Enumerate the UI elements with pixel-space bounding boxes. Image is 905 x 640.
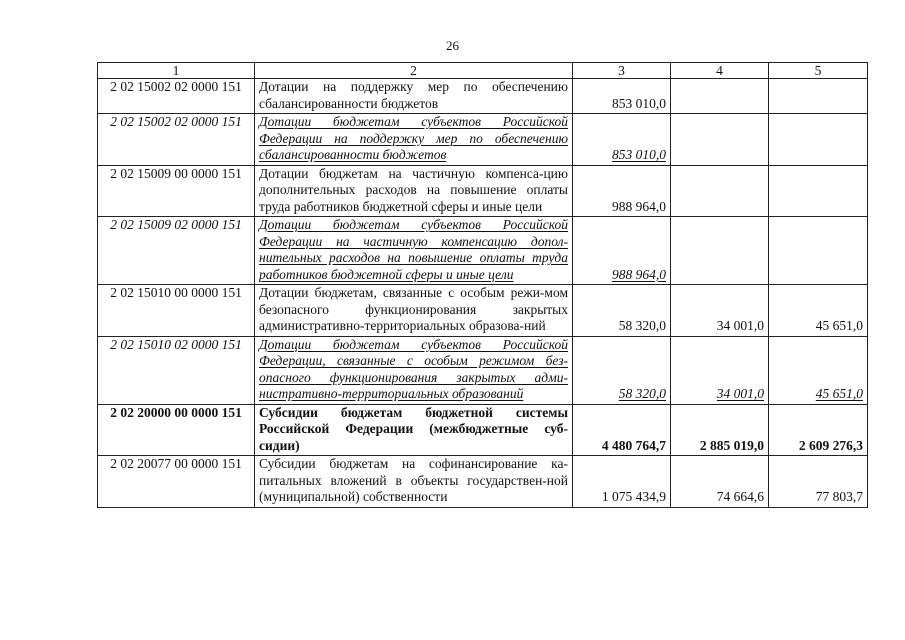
row-value-col3-text: 1 075 434,9	[601, 489, 666, 504]
row-value-col3	[573, 336, 671, 404]
row-name-cell	[255, 217, 573, 285]
row-code-cell-text: 2 02 15002 02 0000 151	[110, 114, 242, 129]
row-value-col3-text: 988 964,0	[612, 266, 666, 282]
row-name-cell-text: Субсидии бюджетам бюджетной системы Российской Федерации (межбюджетные суб-сидии)	[259, 404, 568, 453]
table-row	[98, 285, 868, 337]
row-value-col5-text: 45 651,0	[815, 386, 863, 401]
row-code-cell	[98, 165, 255, 217]
table-row	[98, 336, 868, 404]
row-value-col3	[573, 165, 671, 217]
row-name-cell	[255, 336, 573, 404]
row-value-col5-text: 45 651,0	[815, 318, 863, 333]
row-value-col5	[769, 404, 868, 456]
row-code-cell-text: 2 02 15002 02 0000 151	[110, 79, 242, 94]
table-row	[98, 165, 868, 217]
row-code-cell	[98, 336, 255, 404]
row-value-col3-text: 853 010,0	[612, 147, 666, 162]
row-value-col4	[671, 336, 769, 404]
row-value-col3-text: 853 010,0	[612, 95, 666, 111]
row-code-cell	[98, 79, 255, 114]
row-value-col5	[769, 79, 868, 114]
row-value-col3	[573, 114, 671, 166]
row-value-col3	[573, 79, 671, 114]
row-code-cell-text: 2 02 20077 00 0000 151	[110, 456, 242, 471]
row-name-cell-text: Дотации бюджетам субъектов Российской Федерации на частичную компенсацию допол-нительных расходов на повышение оплаты труда работников бюджетной сферы и иные цели	[259, 217, 568, 282]
row-name-cell	[255, 79, 573, 114]
row-name-cell-text: Дотации бюджетам на частичную компенса-цию дополнительных расходов на повышение оплаты труда работников бюджетной сферы и иные цели	[259, 165, 568, 214]
row-value-col4-text: 2 885 019,0	[699, 437, 764, 453]
row-value-col5	[769, 336, 868, 404]
table-header-row	[98, 63, 868, 79]
row-value-col3-text: 58 320,0	[618, 386, 666, 401]
row-code-cell-text: 2 02 15009 02 0000 151	[110, 217, 242, 232]
row-name-cell-text: Дотации на поддержку мер по обеспечению сбалансированности бюджетов	[259, 79, 568, 111]
row-name-cell-text: Дотации бюджетам субъектов Российской Федерации на поддержку мер по обеспечению сбалансированности бюджетов	[259, 114, 568, 162]
row-value-col3	[573, 285, 671, 337]
row-value-col4-text: 34 001,0	[716, 386, 764, 401]
row-name-cell-text: Дотации бюджетам, связанные с особым режи-мом безопасного функционирования закрытых административно-территориальных образова-ний	[259, 285, 568, 333]
page-number: 26	[446, 38, 459, 53]
column-header-5: 5	[769, 63, 868, 79]
row-code-cell	[98, 114, 255, 166]
row-name-cell	[255, 285, 573, 337]
row-value-col5	[769, 456, 868, 508]
row-value-col4-text: 74 664,6	[716, 489, 764, 504]
row-value-col4	[671, 404, 769, 456]
column-header-3: 3	[573, 63, 671, 79]
column-header-1: 1	[98, 63, 255, 79]
row-code-cell-text: 2 02 15010 02 0000 151	[110, 336, 242, 352]
row-value-col3-text: 4 480 764,7	[601, 437, 666, 453]
row-value-col4	[671, 79, 769, 114]
row-code-cell-text: 2 02 15010 00 0000 151	[110, 285, 242, 300]
row-name-cell	[255, 404, 573, 456]
row-code-cell	[98, 217, 255, 285]
row-value-col3-text: 988 964,0	[612, 198, 666, 214]
row-value-col4	[671, 165, 769, 217]
row-value-col5	[769, 114, 868, 166]
row-value-col4	[671, 285, 769, 337]
row-value-col5-text: 77 803,7	[815, 489, 863, 504]
row-name-cell	[255, 456, 573, 508]
row-value-col5	[769, 165, 868, 217]
row-code-cell	[98, 404, 255, 456]
row-value-col4	[671, 217, 769, 285]
column-header-4: 4	[671, 63, 769, 79]
row-value-col4	[671, 114, 769, 166]
row-value-col3	[573, 456, 671, 508]
row-name-cell	[255, 165, 573, 217]
row-name-cell-text: Дотации бюджетам субъектов Российской Федерации, связанные с особым режимом без-опасного функционирования закрытых адми-нистративно-территориальных образований	[259, 336, 568, 401]
table-row	[98, 456, 868, 508]
table-row	[98, 217, 868, 285]
row-name-cell	[255, 114, 573, 166]
row-name-cell-text: Субсидии бюджетам на софинансирование ка-питальных вложений в объекты государствен-ной (муниципальной) собственности	[259, 456, 568, 504]
row-code-cell-text: 2 02 20000 00 0000 151	[110, 404, 242, 420]
row-code-cell	[98, 285, 255, 337]
table-row	[98, 404, 868, 456]
row-value-col5-text: 2 609 276,3	[798, 437, 863, 453]
budget-table	[97, 62, 868, 508]
column-header-2: 2	[255, 63, 573, 79]
row-code-cell	[98, 456, 255, 508]
table-row	[98, 114, 868, 166]
row-value-col4-text: 34 001,0	[716, 318, 764, 333]
row-value-col5	[769, 217, 868, 285]
row-code-cell-text: 2 02 15009 00 0000 151	[110, 165, 242, 181]
table-row	[98, 79, 868, 114]
row-value-col3	[573, 404, 671, 456]
row-value-col5	[769, 285, 868, 337]
row-value-col3	[573, 217, 671, 285]
row-value-col3-text: 58 320,0	[618, 318, 666, 333]
row-value-col4	[671, 456, 769, 508]
